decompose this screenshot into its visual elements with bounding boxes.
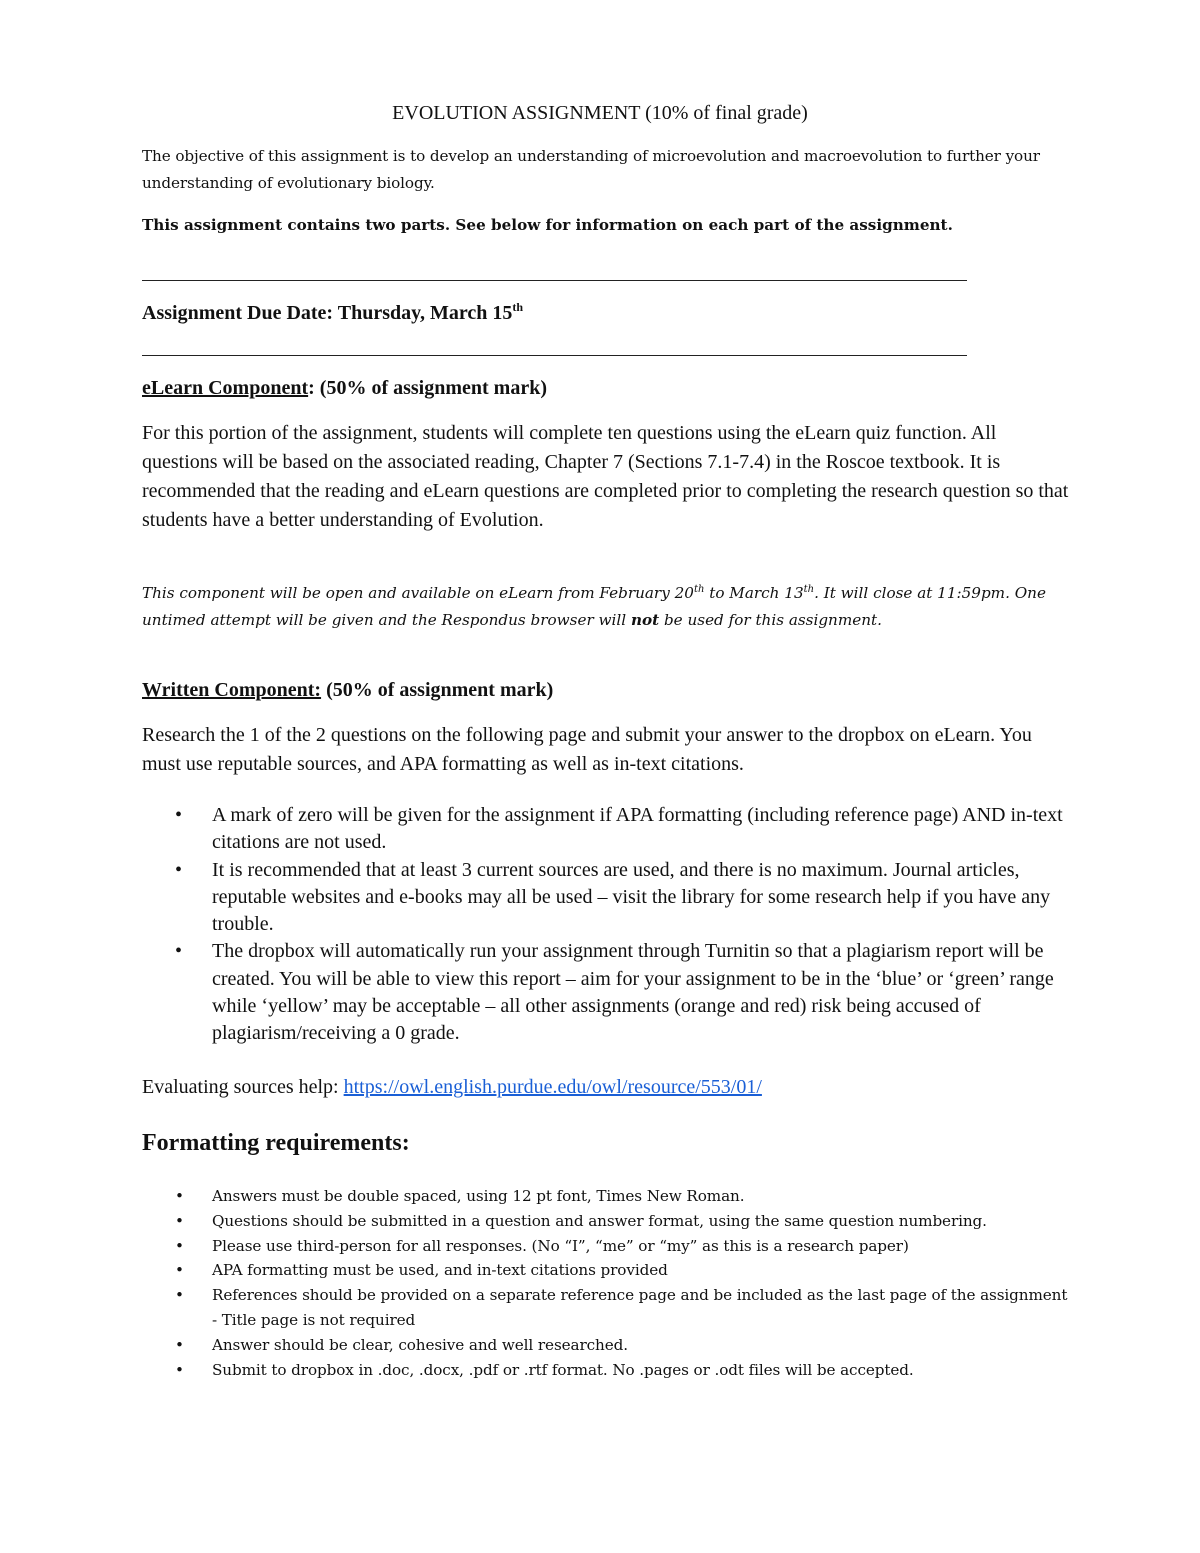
availability-sup-2: th (803, 584, 815, 595)
horizontal-rule-bottom (142, 355, 967, 356)
written-heading-label: Written Component: (142, 679, 322, 701)
purdue-owl-link[interactable]: https://owl.english.purdue.edu/owl/resource/553/01/ (343, 1076, 762, 1098)
parts-note: This assignment contains two parts. See below for information on each part of the assignment. (142, 216, 953, 234)
written-paragraph: Research the 1 of the 2 questions on the following page and submit your answer to the dropbox on eLearn. You must use reputable sources, and APA formatting as well as in-text citations. (142, 724, 1032, 775)
list-item-text: Submit to dropbox in .doc, .docx, .pdf or .rtf format. No .pages or .odt files will be accepted. (212, 1360, 914, 1379)
elearn-heading-weight: (50% of assignment mark) (314, 377, 547, 399)
elearn-heading-label: eLearn Component (142, 377, 309, 399)
list-item (142, 1333, 1072, 1358)
elearn-heading (142, 374, 547, 402)
bullet-icon: • (175, 1286, 184, 1305)
list-item (142, 1258, 1072, 1283)
horizontal-rule-top (142, 280, 967, 281)
objective-paragraph: The objective of this assignment is to develop an understanding of microevolution and macroevolution to further your understanding of evolutionary biology. (142, 147, 1040, 192)
availability-bold-not: not (630, 611, 660, 629)
list-item-text: Please use third-person for all responses. (No “I”, “me” or “my” as this is a research paper) (212, 1236, 909, 1255)
list-item-text: A mark of zero will be given for the assignment if APA formatting (including reference page) AND in-text citations are not used. (212, 804, 1063, 854)
bullet-icon: • (175, 940, 183, 963)
list-item (142, 1358, 1072, 1383)
elearn-paragraph: For this portion of the assignment, students will complete ten questions using the eLearn quiz function. All questions will be based on the associated reading, Chapter 7 (Sections 7.1-7.4) in the Roscoe textbook. It is recommended that the reading and eLearn questions are completed prior to completing the research question so that students have a better understanding of Evolution. (142, 422, 1069, 531)
formatting-heading: Formatting requirements: (142, 1130, 410, 1156)
bullet-icon: • (175, 1335, 184, 1354)
list-item-text: Answer should be clear, cohesive and well researched. (212, 1335, 628, 1354)
list-item-text: It is recommended that at least 3 current sources are used, and there is no maximum. Journal articles, reputable websites and e-books may all be used – visit the library for some research help if you have any trouble. (212, 858, 1051, 936)
list-item (142, 938, 1072, 1047)
list-item-text: APA formatting must be used, and in-text citations provided (212, 1261, 668, 1280)
list-item-text: The dropbox will automatically run your assignment through Turnitin so that a plagiarism report will be created. You will be able to view this report – aim for your assignment to be in the ‘blue’ or ‘green’ range while ‘yellow’ may be acceptable – all other assignments (orange and red) risk being accused of plagiarism/receiving a 0 grade. (212, 940, 1054, 1045)
list-item (142, 857, 1072, 939)
elearn-heading-colon: : (308, 377, 315, 399)
written-heading (142, 676, 553, 704)
availability-text-1: This component will be open and available on eLearn from February 20 (142, 584, 694, 602)
bullet-icon: • (175, 858, 183, 881)
list-item-text: References should be provided on a separate reference page and be included as the last page of the assignment - Title page is not required (212, 1286, 1068, 1329)
elearn-availability (142, 580, 1072, 634)
bullet-icon: • (175, 804, 183, 826)
due-date (142, 298, 523, 328)
list-item (142, 1184, 1072, 1209)
written-heading-weight: (50% of assignment mark) (321, 679, 554, 701)
list-item (142, 802, 1072, 857)
list-item (142, 1209, 1072, 1234)
list-item (142, 1283, 1072, 1333)
availability-text-2: to March 13 (704, 584, 804, 602)
evaluating-sources (142, 1072, 762, 1102)
availability-text-4: be used for this assignment. (659, 611, 882, 629)
due-date-text: Assignment Due Date: Thursday, March 15 (142, 302, 513, 324)
availability-text-3: . It will close at 11:59pm. One untimed attempt will be given and the Respondus browser will (142, 584, 1046, 629)
bullet-icon: • (175, 1261, 184, 1280)
bullet-icon: • (175, 1211, 184, 1230)
list-item (142, 1234, 1072, 1259)
due-date-suffix: th (512, 300, 524, 314)
page-title: EVOLUTION ASSIGNMENT (10% of final grade) (392, 102, 808, 124)
formatting-bullet-list (142, 1184, 1072, 1382)
bullet-icon: • (175, 1187, 184, 1205)
list-item-text: Answers must be double spaced, using 12 pt font, Times New Roman. (212, 1187, 745, 1205)
bullet-icon: • (175, 1360, 184, 1379)
evaluating-label: Evaluating sources help: (142, 1076, 344, 1098)
availability-sup-1: th (693, 584, 705, 595)
written-bullet-list (142, 802, 1072, 1048)
bullet-icon: • (175, 1236, 184, 1255)
list-item-text: Questions should be submitted in a question and answer format, using the same question numbering. (212, 1211, 987, 1230)
